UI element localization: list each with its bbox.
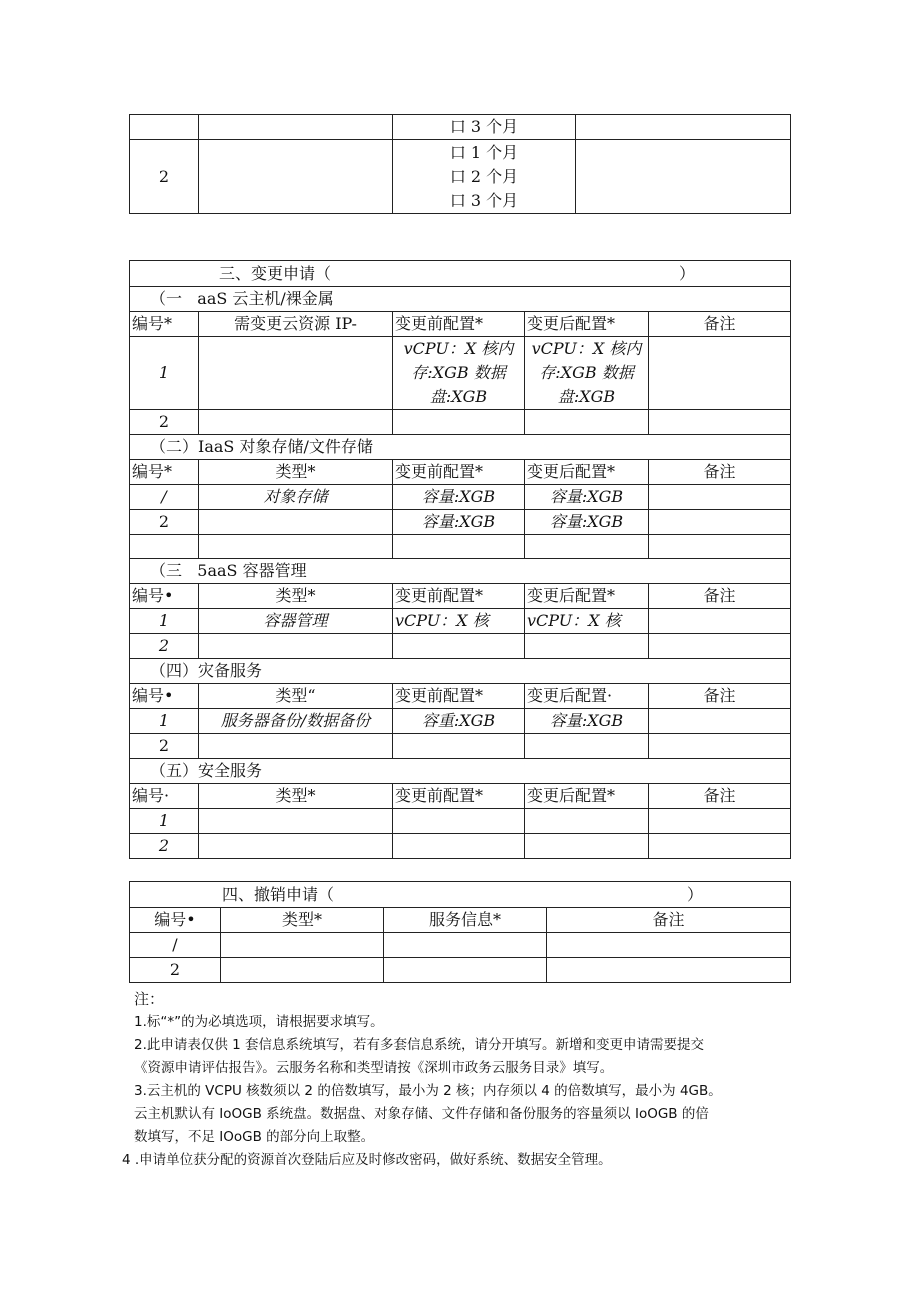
type-cell[interactable]: [199, 634, 393, 659]
before-config-cell[interactable]: [393, 634, 525, 659]
column-header-number: 编号•: [130, 684, 199, 709]
duration-option[interactable]: 口 2 个月: [449, 166, 519, 186]
column-header-after-config: 变更后配置*: [525, 312, 649, 337]
section-heading-paas-container: （三 5aaS 容器管理: [130, 559, 791, 584]
row-number-cell[interactable]: [130, 115, 199, 140]
row-number-cell: /: [130, 933, 221, 958]
column-header-before-config: 变更前配置*: [393, 684, 525, 709]
change-request-title-close: ）: [679, 264, 696, 283]
row-number-cell: 2: [130, 834, 199, 859]
note-cell[interactable]: [649, 809, 791, 834]
change-request-title: 三、变更申请（: [219, 264, 332, 283]
after-config-cell[interactable]: [525, 834, 649, 859]
before-config-cell[interactable]: [393, 410, 525, 435]
note-line: 《资源申请评估报告》。云服务名称和类型请按《深圳市政务云服务目录》填写。: [134, 1060, 614, 1076]
after-config-cell[interactable]: 容量:XGB: [525, 485, 649, 510]
type-cell[interactable]: [199, 809, 393, 834]
type-cell[interactable]: [199, 510, 393, 535]
note-cell[interactable]: [547, 933, 791, 958]
type-cell[interactable]: [199, 734, 393, 759]
note-cell[interactable]: [649, 410, 791, 435]
row-number-cell: 2: [130, 510, 199, 535]
resource-ip-cell[interactable]: [199, 410, 393, 435]
notes-label: 注：: [134, 990, 165, 1008]
note-cell[interactable]: [649, 709, 791, 734]
note-cell[interactable]: [649, 535, 791, 559]
column-header-number: 编号·: [130, 784, 199, 809]
before-config-cell[interactable]: vCPU：X 核: [393, 609, 525, 634]
note-line: 数填写，不足 IOoGB 的部分向上取整。: [134, 1129, 375, 1145]
column-header-note: 备注: [649, 684, 791, 709]
resource-ip-cell[interactable]: [199, 337, 393, 410]
note-cell[interactable]: [547, 958, 791, 983]
after-config-cell[interactable]: [525, 535, 649, 559]
after-config-cell[interactable]: 容量:XGB: [525, 709, 649, 734]
column-header-type: 类型*: [199, 784, 393, 809]
notes-section: [122, 988, 794, 1172]
application-table-top: [129, 114, 791, 214]
row-number-cell: 1: [130, 337, 199, 410]
type-cell[interactable]: 容器管理: [199, 609, 393, 634]
column-header-number: 编号*: [130, 460, 199, 485]
cancel-request-title-close: ）: [687, 885, 704, 904]
note-line: 云主机默认有 IoOGB 系统盘。数据盘、对象存储、文件存储和备份服务的容量须以 IoOGB 的倍: [134, 1106, 709, 1122]
note-cell[interactable]: [649, 337, 791, 410]
note-cell[interactable]: [649, 609, 791, 634]
row-number-cell: 1: [130, 609, 199, 634]
row-number-cell: 2: [130, 140, 199, 214]
row-number-cell: 1: [130, 809, 199, 834]
row-number-cell: [130, 535, 199, 559]
note-line: 3.云主机的 VCPU 核数须以 2 的倍数填写，最小为 2 核；内存须以 4 的倍数填写，最小为 4GB。: [134, 1083, 722, 1099]
type-cell[interactable]: [221, 933, 384, 958]
note-line: 2.此申请表仅供 1 套信息系统填写，若有多套信息系统，请分开填写。新增和变更申请需要提交: [134, 1037, 705, 1053]
column-header-number: 编号•: [130, 584, 199, 609]
note-cell[interactable]: [649, 634, 791, 659]
duration-options-cell: [393, 140, 576, 214]
column-header-note: 备注: [649, 312, 791, 337]
column-header-type: 类型*: [199, 584, 393, 609]
column-header-service-info: 服务信息*: [384, 908, 547, 933]
row-number-cell: 1: [130, 709, 199, 734]
column-header-note: 备注: [649, 460, 791, 485]
column-header-type: 类型*: [221, 908, 384, 933]
type-cell[interactable]: [199, 535, 393, 559]
cancel-request-title: 四、撤销申请（: [222, 885, 335, 904]
column-header-after-config: 变更后配置*: [525, 460, 649, 485]
change-request-table: [129, 260, 791, 859]
type-cell[interactable]: [221, 958, 384, 983]
row-number-cell: /: [130, 485, 199, 510]
before-config-cell[interactable]: [393, 535, 525, 559]
service-name-cell[interactable]: [199, 115, 393, 140]
column-header-note: 备注: [547, 908, 791, 933]
cancel-request-table: [129, 881, 791, 983]
section-heading-iaas-storage: （二）IaaS 对象存储/文件存储: [130, 435, 791, 460]
column-header-after-config: 变更后配置*: [525, 584, 649, 609]
note-cell[interactable]: [649, 834, 791, 859]
column-header-note: 备注: [649, 584, 791, 609]
duration-option[interactable]: 口 3 个月: [449, 190, 519, 210]
column-header-resource-ip: 需变更云资源 IP-: [199, 312, 393, 337]
column-header-before-config: 变更前配置*: [393, 460, 525, 485]
cancel-request-title-row: [130, 882, 791, 908]
after-config-cell[interactable]: 容量:XGB: [525, 510, 649, 535]
duration-option[interactable]: 口 1 个月: [449, 142, 519, 162]
type-cell[interactable]: [199, 834, 393, 859]
type-cell[interactable]: 服务器备份/数据备份: [199, 709, 393, 734]
note-cell[interactable]: [649, 510, 791, 535]
column-header-before-config: 变更前配置*: [393, 584, 525, 609]
note-cell[interactable]: [576, 115, 791, 140]
before-config-cell[interactable]: [393, 834, 525, 859]
column-header-after-config: 变更后配置*: [525, 784, 649, 809]
column-header-note: 备注: [649, 784, 791, 809]
before-config-cell[interactable]: 容重:XGB: [393, 709, 525, 734]
service-info-cell[interactable]: [384, 933, 547, 958]
note-cell[interactable]: [649, 485, 791, 510]
after-config-cell[interactable]: [525, 809, 649, 834]
service-info-cell[interactable]: [384, 958, 547, 983]
after-config-cell[interactable]: [525, 734, 649, 759]
row-number-cell: 2: [130, 958, 221, 983]
column-header-before-config: 变更前配置*: [393, 312, 525, 337]
duration-option[interactable]: 口 3 个月: [449, 117, 519, 136]
row-number-cell: 2: [130, 410, 199, 435]
change-request-title-row: [130, 261, 791, 287]
after-config-cell[interactable]: [525, 634, 649, 659]
row-number-cell: 2: [130, 734, 199, 759]
type-cell[interactable]: 对象存储: [199, 485, 393, 510]
before-config-cell[interactable]: 容量:XGB: [393, 510, 525, 535]
column-header-before-config: 变更前配置*: [393, 784, 525, 809]
column-header-type: 类型*: [199, 460, 393, 485]
before-config-cell[interactable]: [393, 809, 525, 834]
before-config-cell[interactable]: [393, 734, 525, 759]
column-header-number: 编号*: [130, 312, 199, 337]
column-header-type: 类型“: [199, 684, 393, 709]
after-config-cell[interactable]: vCPU：X 核: [525, 609, 649, 634]
section-heading-security: （五）安全服务: [130, 759, 791, 784]
before-config-cell[interactable]: vCPU：X 核内 存:XGB 数据 盘:XGB: [393, 337, 525, 410]
column-header-after-config: 变更后配置·: [525, 684, 649, 709]
column-header-number: 编号•: [130, 908, 221, 933]
note-line: 1.标“*”的为必填选项，请根据要求填写。: [134, 1014, 384, 1030]
section-heading-disaster-recovery: （四）灾备服务: [130, 659, 791, 684]
after-config-cell[interactable]: [525, 410, 649, 435]
section-heading-iaas-vm: （一 aaS 云主机/裸金属: [130, 287, 791, 312]
note-cell[interactable]: [576, 140, 791, 214]
duration-options-cell: [393, 115, 576, 140]
row-number-cell: 2: [130, 634, 199, 659]
after-config-cell[interactable]: vCPU：X 核内 存:XGB 数据 盘:XGB: [525, 337, 649, 410]
note-line: 4 .申请单位获分配的资源首次登陆后应及时修改密码，做好系统、数据安全管理。: [122, 1152, 612, 1168]
note-cell[interactable]: [649, 734, 791, 759]
service-name-cell[interactable]: [199, 140, 393, 214]
before-config-cell[interactable]: 容量:XGB: [393, 485, 525, 510]
